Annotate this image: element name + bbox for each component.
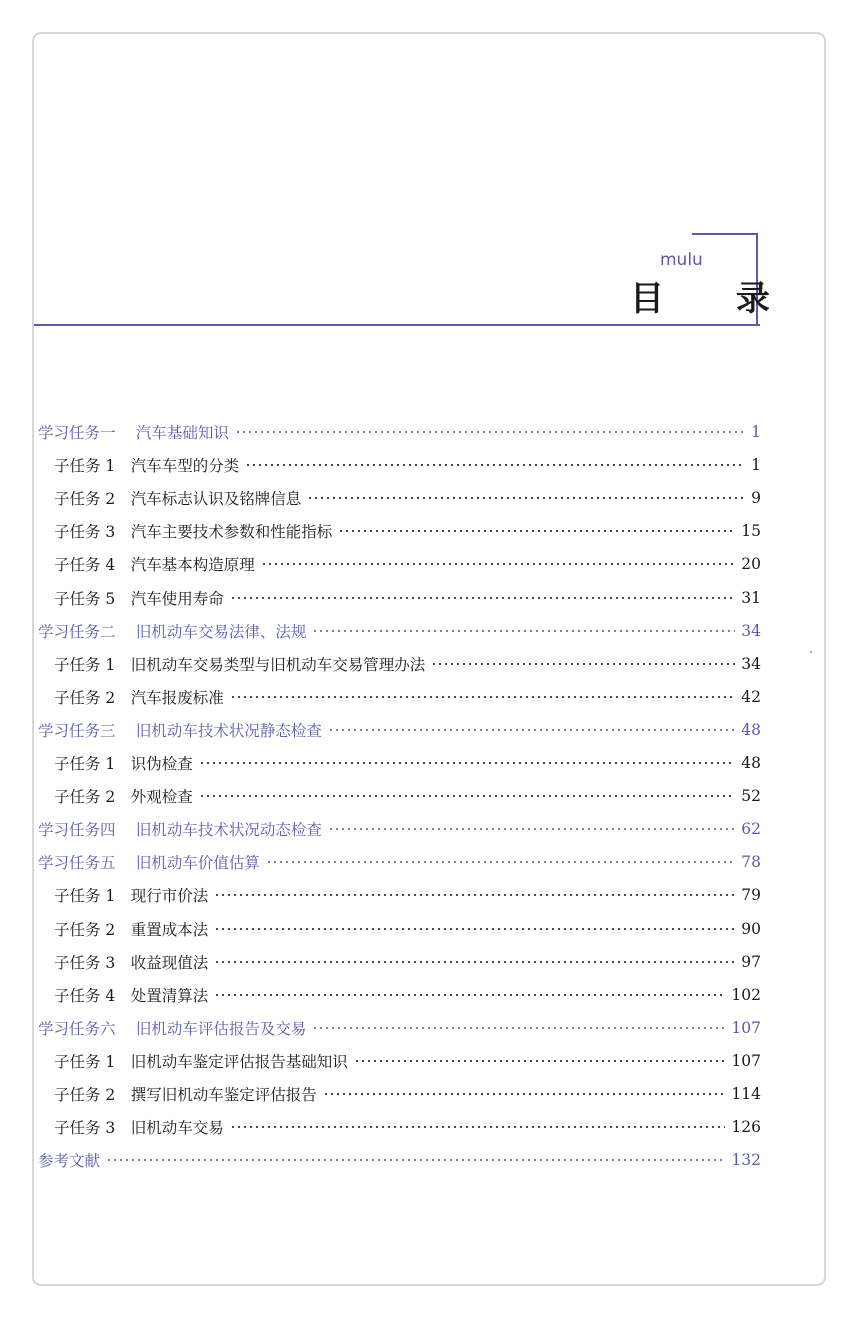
toc-entry-title: 子任务 3 旧机动车交易	[54, 1119, 224, 1137]
toc-section-row[interactable]	[54, 1048, 761, 1074]
toc-page-number: 52	[741, 787, 761, 805]
toc-section-row[interactable]	[54, 452, 761, 478]
toc-page-number: 20	[741, 555, 761, 573]
dot-leader	[230, 597, 735, 599]
toc-entry-title: 学习任务一 汽车基础知识	[38, 424, 229, 442]
toc-page-number: 1	[751, 456, 761, 474]
dot-leader	[261, 563, 735, 565]
toc-section-row[interactable]	[54, 518, 761, 544]
toc-section-row[interactable]	[54, 684, 761, 710]
toc-page-number: 62	[741, 820, 761, 838]
toc-section-row[interactable]	[54, 551, 761, 577]
dot-leader	[431, 663, 735, 665]
toc-page-number: 126	[731, 1118, 761, 1136]
toc-entry-title: 子任务 1 旧机动车鉴定评估报告基础知识	[54, 1053, 348, 1071]
toc-entry-title: 学习任务二 旧机动车交易法律、法规	[38, 623, 307, 641]
toc-section-row[interactable]	[54, 882, 761, 908]
toc-chapter-row[interactable]	[38, 1015, 761, 1041]
toc-entry-title: 学习任务四 旧机动车技术状况动态检查	[38, 821, 322, 839]
dot-leader	[235, 431, 745, 433]
speck	[810, 651, 812, 653]
toc-page-number: 102	[731, 986, 761, 1004]
dot-leader	[328, 828, 735, 830]
toc-entry-title: 子任务 5 汽车使用寿命	[54, 590, 224, 608]
toc-page-number: 107	[731, 1052, 761, 1070]
dot-leader	[312, 1027, 725, 1029]
toc-chapter-row[interactable]	[38, 618, 761, 644]
toc-entry-title: 子任务 1 旧机动车交易类型与旧机动车交易管理办法	[54, 656, 426, 674]
toc-chapter-row[interactable]	[38, 419, 761, 445]
dot-leader	[199, 762, 735, 764]
toc-entry-title: 子任务 4 汽车基本构造原理	[54, 556, 255, 574]
dot-leader	[312, 630, 735, 632]
toc-page-number: 34	[741, 622, 761, 640]
toc-entry-title: 子任务 1 识伪检查	[54, 755, 193, 773]
toc-entry-title: 子任务 1 现行市价法	[54, 887, 209, 905]
toc-page-number: 48	[741, 721, 761, 739]
dot-leader	[328, 729, 735, 731]
toc-chapter-row[interactable]	[38, 1147, 761, 1173]
toc-page-number: 114	[731, 1085, 761, 1103]
dot-leader	[354, 1060, 726, 1062]
toc-page-number: 79	[741, 886, 761, 904]
toc-section-row[interactable]	[54, 783, 761, 809]
dot-leader	[266, 861, 735, 863]
toc-page-number: 107	[731, 1019, 761, 1037]
toc-section-row[interactable]	[54, 485, 761, 511]
toc-section-row[interactable]	[54, 750, 761, 776]
toc-section-row[interactable]	[54, 585, 761, 611]
header-pinyin: mulu	[660, 250, 703, 270]
toc-entry-title: 子任务 2 外观检查	[54, 788, 193, 806]
toc-entry-title: 子任务 2 汽车标志认识及铭牌信息	[54, 490, 302, 508]
dot-leader	[214, 894, 735, 896]
toc-entry-title: 子任务 1 汽车车型的分类	[54, 457, 240, 475]
toc-page-number: 78	[741, 853, 761, 871]
toc-section-row[interactable]	[54, 1081, 761, 1107]
toc-entry-title: 学习任务六 旧机动车评估报告及交易	[38, 1020, 307, 1038]
toc-section-row[interactable]	[54, 949, 761, 975]
toc-page-number: 48	[741, 754, 761, 772]
dot-leader	[106, 1159, 725, 1161]
toc-entry-title: 子任务 2 汽车报废标准	[54, 689, 224, 707]
header-rule	[34, 324, 760, 326]
dot-leader	[323, 1093, 726, 1095]
toc-page-number: 9	[751, 489, 761, 507]
toc-page-number: 97	[741, 953, 761, 971]
toc-entry-title: 子任务 4 处置清算法	[54, 987, 209, 1005]
toc-entry-title: 子任务 2 重置成本法	[54, 921, 209, 939]
toc-page-number: 31	[741, 589, 761, 607]
toc-entry-title: 学习任务三 旧机动车技术状况静态检查	[38, 722, 322, 740]
toc-section-row[interactable]	[54, 651, 761, 677]
dot-leader	[230, 1126, 726, 1128]
toc-page-number: 42	[741, 688, 761, 706]
toc-chapter-row[interactable]	[38, 849, 761, 875]
toc-section-row[interactable]	[54, 982, 761, 1008]
toc-entry-title: 学习任务五 旧机动车价值估算	[38, 854, 260, 872]
dot-leader	[230, 696, 735, 698]
toc-section-row[interactable]	[54, 1114, 761, 1140]
toc-entry-title: 参考文献	[38, 1152, 101, 1170]
dot-leader	[214, 994, 725, 996]
dot-leader	[245, 464, 745, 466]
toc-entry-title: 子任务 3 收益现值法	[54, 954, 209, 972]
page-title: 目 录	[630, 279, 800, 319]
dot-leader	[338, 530, 735, 532]
toc-page-number: 1	[751, 423, 761, 441]
dot-leader	[307, 497, 745, 499]
toc-page-number: 90	[741, 920, 761, 938]
toc-entry-title: 子任务 3 汽车主要技术参数和性能指标	[54, 523, 333, 541]
dot-leader	[214, 928, 735, 930]
toc-page-number: 132	[731, 1151, 761, 1169]
toc-chapter-row[interactable]	[38, 717, 761, 743]
toc-section-row[interactable]	[54, 916, 761, 942]
dot-leader	[214, 961, 735, 963]
dot-leader	[199, 795, 735, 797]
toc-page-number: 15	[741, 522, 761, 540]
toc-chapter-row[interactable]	[38, 816, 761, 842]
toc-page-number: 34	[741, 655, 761, 673]
toc-entry-title: 子任务 2 撰写旧机动车鉴定评估报告	[54, 1086, 317, 1104]
